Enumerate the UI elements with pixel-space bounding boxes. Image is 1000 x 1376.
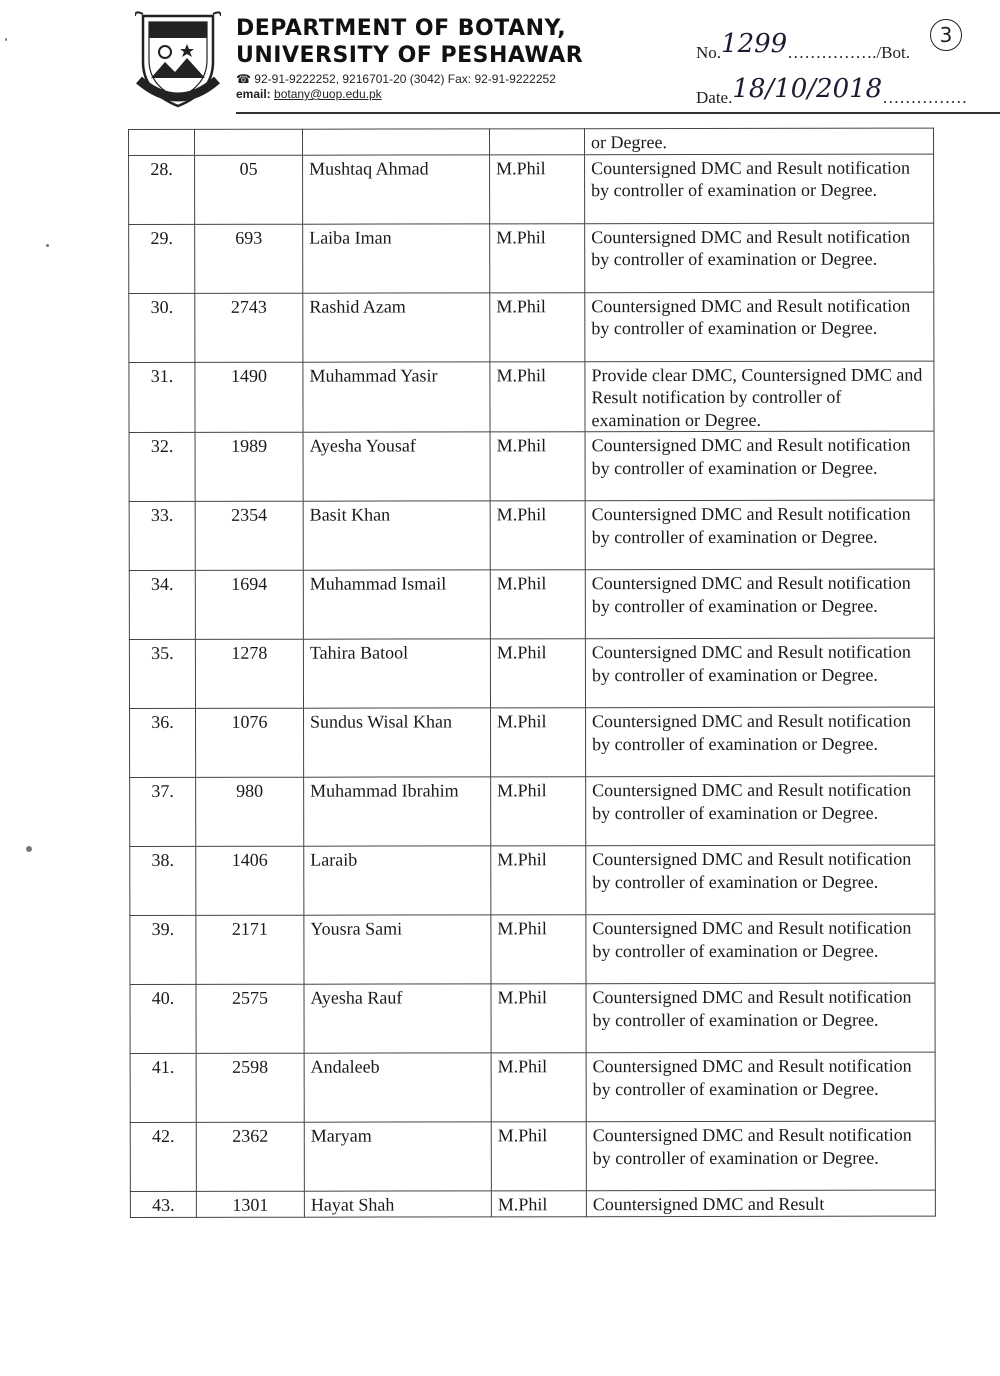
degree-cell: M.Phil	[490, 570, 585, 639]
number-cell: 1278	[195, 640, 303, 709]
scan-speck	[46, 244, 49, 247]
table-row	[130, 845, 935, 915]
number-cell: 1076	[196, 709, 304, 778]
number-cell: 2354	[195, 502, 303, 571]
letterhead	[0, 0, 1000, 118]
email-link[interactable]: botany@uop.edu.pk	[274, 87, 382, 101]
name-cell: Ayesha Rauf	[304, 984, 491, 1053]
table-row	[130, 914, 935, 984]
department-name	[236, 15, 583, 69]
table-row	[129, 638, 934, 708]
number-cell: 1490	[195, 362, 303, 433]
sn-cell: 41.	[130, 1054, 196, 1123]
requirement-cell: Countersigned DMC and Result notification by controller of examination or Degree.	[585, 638, 934, 708]
table-row	[129, 431, 934, 501]
email-line	[236, 87, 382, 101]
reference-date-value: 18/10/2018	[732, 74, 883, 104]
name-cell: Muhammad Ibrahim	[304, 777, 491, 846]
number-cell: 05	[195, 155, 303, 224]
reference-number	[696, 29, 910, 65]
number-cell: 693	[195, 224, 303, 293]
name-cell: Mushtaq Ahmad	[303, 154, 490, 223]
requirement-cell: Provide clear DMC, Countersigned DMC and Result notification by controller of examination or Degree.	[585, 361, 934, 432]
name-cell: Tahira Batool	[303, 639, 490, 708]
sn-cell: 33.	[129, 502, 195, 571]
table-row	[129, 500, 934, 570]
table-row	[130, 1121, 935, 1191]
degree-cell: M.Phil	[490, 154, 585, 223]
degree-cell: M.Phil	[491, 777, 586, 846]
sn-cell: 39.	[130, 916, 196, 985]
scan-speck	[5, 38, 7, 41]
name-cell: Sundus Wisal Khan	[304, 708, 491, 777]
degree-cell: M.Phil	[491, 1122, 586, 1191]
requirement-cell: Countersigned DMC and Result notification by controller of examination or Degree.	[585, 431, 934, 501]
name-cell: Andaleeb	[304, 1053, 491, 1122]
degree-cell: M.Phil	[490, 432, 585, 501]
reference-date-dots: ……………	[882, 88, 968, 107]
degree-cell: M.Phil	[491, 708, 586, 777]
header-divider	[236, 112, 1000, 114]
number-cell: 2171	[196, 916, 304, 985]
number-cell: 980	[196, 778, 304, 847]
sn-cell: 32.	[129, 433, 195, 502]
degree-cell: M.Phil	[490, 361, 585, 432]
table-row	[129, 154, 934, 224]
table-row	[130, 776, 935, 846]
table-row	[129, 569, 934, 639]
reference-number-value: 1299	[721, 29, 788, 59]
requirement-cell: Countersigned DMC and Result notification by controller of examination or Degree.	[585, 223, 934, 293]
requirement-cell: Countersigned DMC and Result notification by controller of examination or Degree.	[586, 983, 935, 1053]
degree-cell: M.Phil	[491, 984, 586, 1053]
requirement-cell: Countersigned DMC and Result notification by controller of examination or Degree.	[586, 914, 935, 984]
sn-cell: 42.	[130, 1123, 196, 1192]
number-cell: 2598	[196, 1054, 304, 1123]
table-row	[129, 361, 934, 433]
sn-cell: 31.	[129, 362, 195, 433]
degree-cell: M.Phil	[491, 846, 586, 915]
degree-cell: M.Phil	[491, 1191, 586, 1217]
requirement-cell: Countersigned DMC and Result notification by controller of examination or Degree.	[586, 707, 935, 777]
name-cell: Yousra Sami	[304, 915, 491, 984]
phone-icon: ☎	[236, 72, 251, 86]
sn-cell: 34.	[129, 571, 195, 640]
number-cell: 1301	[196, 1192, 304, 1218]
requirement-cell: Countersigned DMC and Result notification by controller of examination or Degree.	[586, 776, 935, 846]
table-row-last	[130, 1190, 935, 1217]
sn-cell: 36.	[130, 709, 196, 778]
number-cell: 2362	[196, 1123, 304, 1192]
degree-cell: M.Phil	[490, 501, 585, 570]
scan-speck	[26, 846, 32, 852]
name-cell: Maryam	[304, 1122, 491, 1191]
page-number-badge: 3	[930, 19, 962, 51]
table-row	[130, 1052, 935, 1122]
reference-date-label: Date.	[696, 88, 733, 107]
number-cell: 1989	[195, 433, 303, 502]
email-label: email:	[236, 87, 271, 101]
name-cell: Laiba Iman	[303, 223, 490, 292]
name-cell: Laraib	[304, 846, 491, 915]
reference-date	[696, 74, 968, 110]
number-cell	[195, 129, 303, 155]
number-cell: 2743	[195, 293, 303, 362]
name-cell: Muhammad Yasir	[303, 361, 490, 432]
requirement-cell: Countersigned DMC and Result notification by controller of examination or Degree.	[585, 569, 934, 639]
table-row	[129, 223, 934, 293]
sn-cell: 30.	[129, 293, 195, 362]
name-cell: Hayat Shah	[304, 1191, 491, 1217]
degree-cell: M.Phil	[491, 915, 586, 984]
sn-cell: 43.	[130, 1192, 196, 1218]
university-line: UNIVERSITY OF PESHAWAR	[236, 43, 584, 68]
reference-number-label: No.	[696, 43, 722, 62]
sn-cell: 35.	[129, 640, 195, 709]
number-cell: 1694	[195, 571, 303, 640]
number-cell: 1406	[196, 847, 304, 916]
sn-cell: 29.	[129, 224, 195, 293]
name-cell: Rashid Azam	[303, 292, 490, 361]
sn-cell: 40.	[130, 985, 196, 1054]
requirement-cell: Countersigned DMC and Result notification by controller of examination or Degree.	[585, 154, 934, 224]
table-row	[129, 292, 934, 362]
name-cell	[303, 129, 490, 155]
requirement-cell: Countersigned DMC and Result	[586, 1190, 935, 1216]
student-requirements-table	[128, 128, 936, 1218]
requirement-cell: Countersigned DMC and Result notification by controller of examination or Degree.	[586, 1052, 935, 1122]
name-cell: Ayesha Yousaf	[303, 432, 490, 501]
table-row	[130, 983, 935, 1053]
phone-fax-line	[236, 72, 556, 86]
reference-number-suffix: ./Bot.	[872, 43, 910, 62]
degree-cell: M.Phil	[490, 639, 585, 708]
degree-cell	[490, 129, 585, 155]
sn-cell: 28.	[129, 155, 195, 224]
university-crest-icon	[135, 10, 221, 110]
name-cell: Muhammad Ismail	[303, 570, 490, 639]
phone-fax-text: 92-91-9222252, 9216701-20 (3042) Fax: 92-91-9222252	[254, 72, 556, 86]
requirement-cell: or Degree.	[585, 128, 934, 154]
table-row	[130, 707, 935, 777]
requirement-cell: Countersigned DMC and Result notification by controller of examination or Degree.	[586, 1121, 935, 1191]
name-cell: Basit Khan	[303, 501, 490, 570]
requirement-cell: Countersigned DMC and Result notification by controller of examination or Degree.	[585, 500, 934, 570]
sn-cell	[129, 129, 195, 155]
number-cell: 2575	[196, 985, 304, 1054]
department-line: DEPARTMENT OF BOTANY,	[236, 16, 567, 41]
sn-cell: 38.	[130, 847, 196, 916]
degree-cell: M.Phil	[490, 292, 585, 361]
reference-number-dots: ……………	[787, 43, 873, 62]
degree-cell: M.Phil	[490, 223, 585, 292]
sn-cell: 37.	[130, 778, 196, 847]
degree-cell: M.Phil	[491, 1053, 586, 1122]
continued-row	[129, 128, 934, 155]
requirement-cell: Countersigned DMC and Result notification by controller of examination or Degree.	[586, 845, 935, 915]
requirement-cell: Countersigned DMC and Result notification by controller of examination or Degree.	[585, 292, 934, 362]
